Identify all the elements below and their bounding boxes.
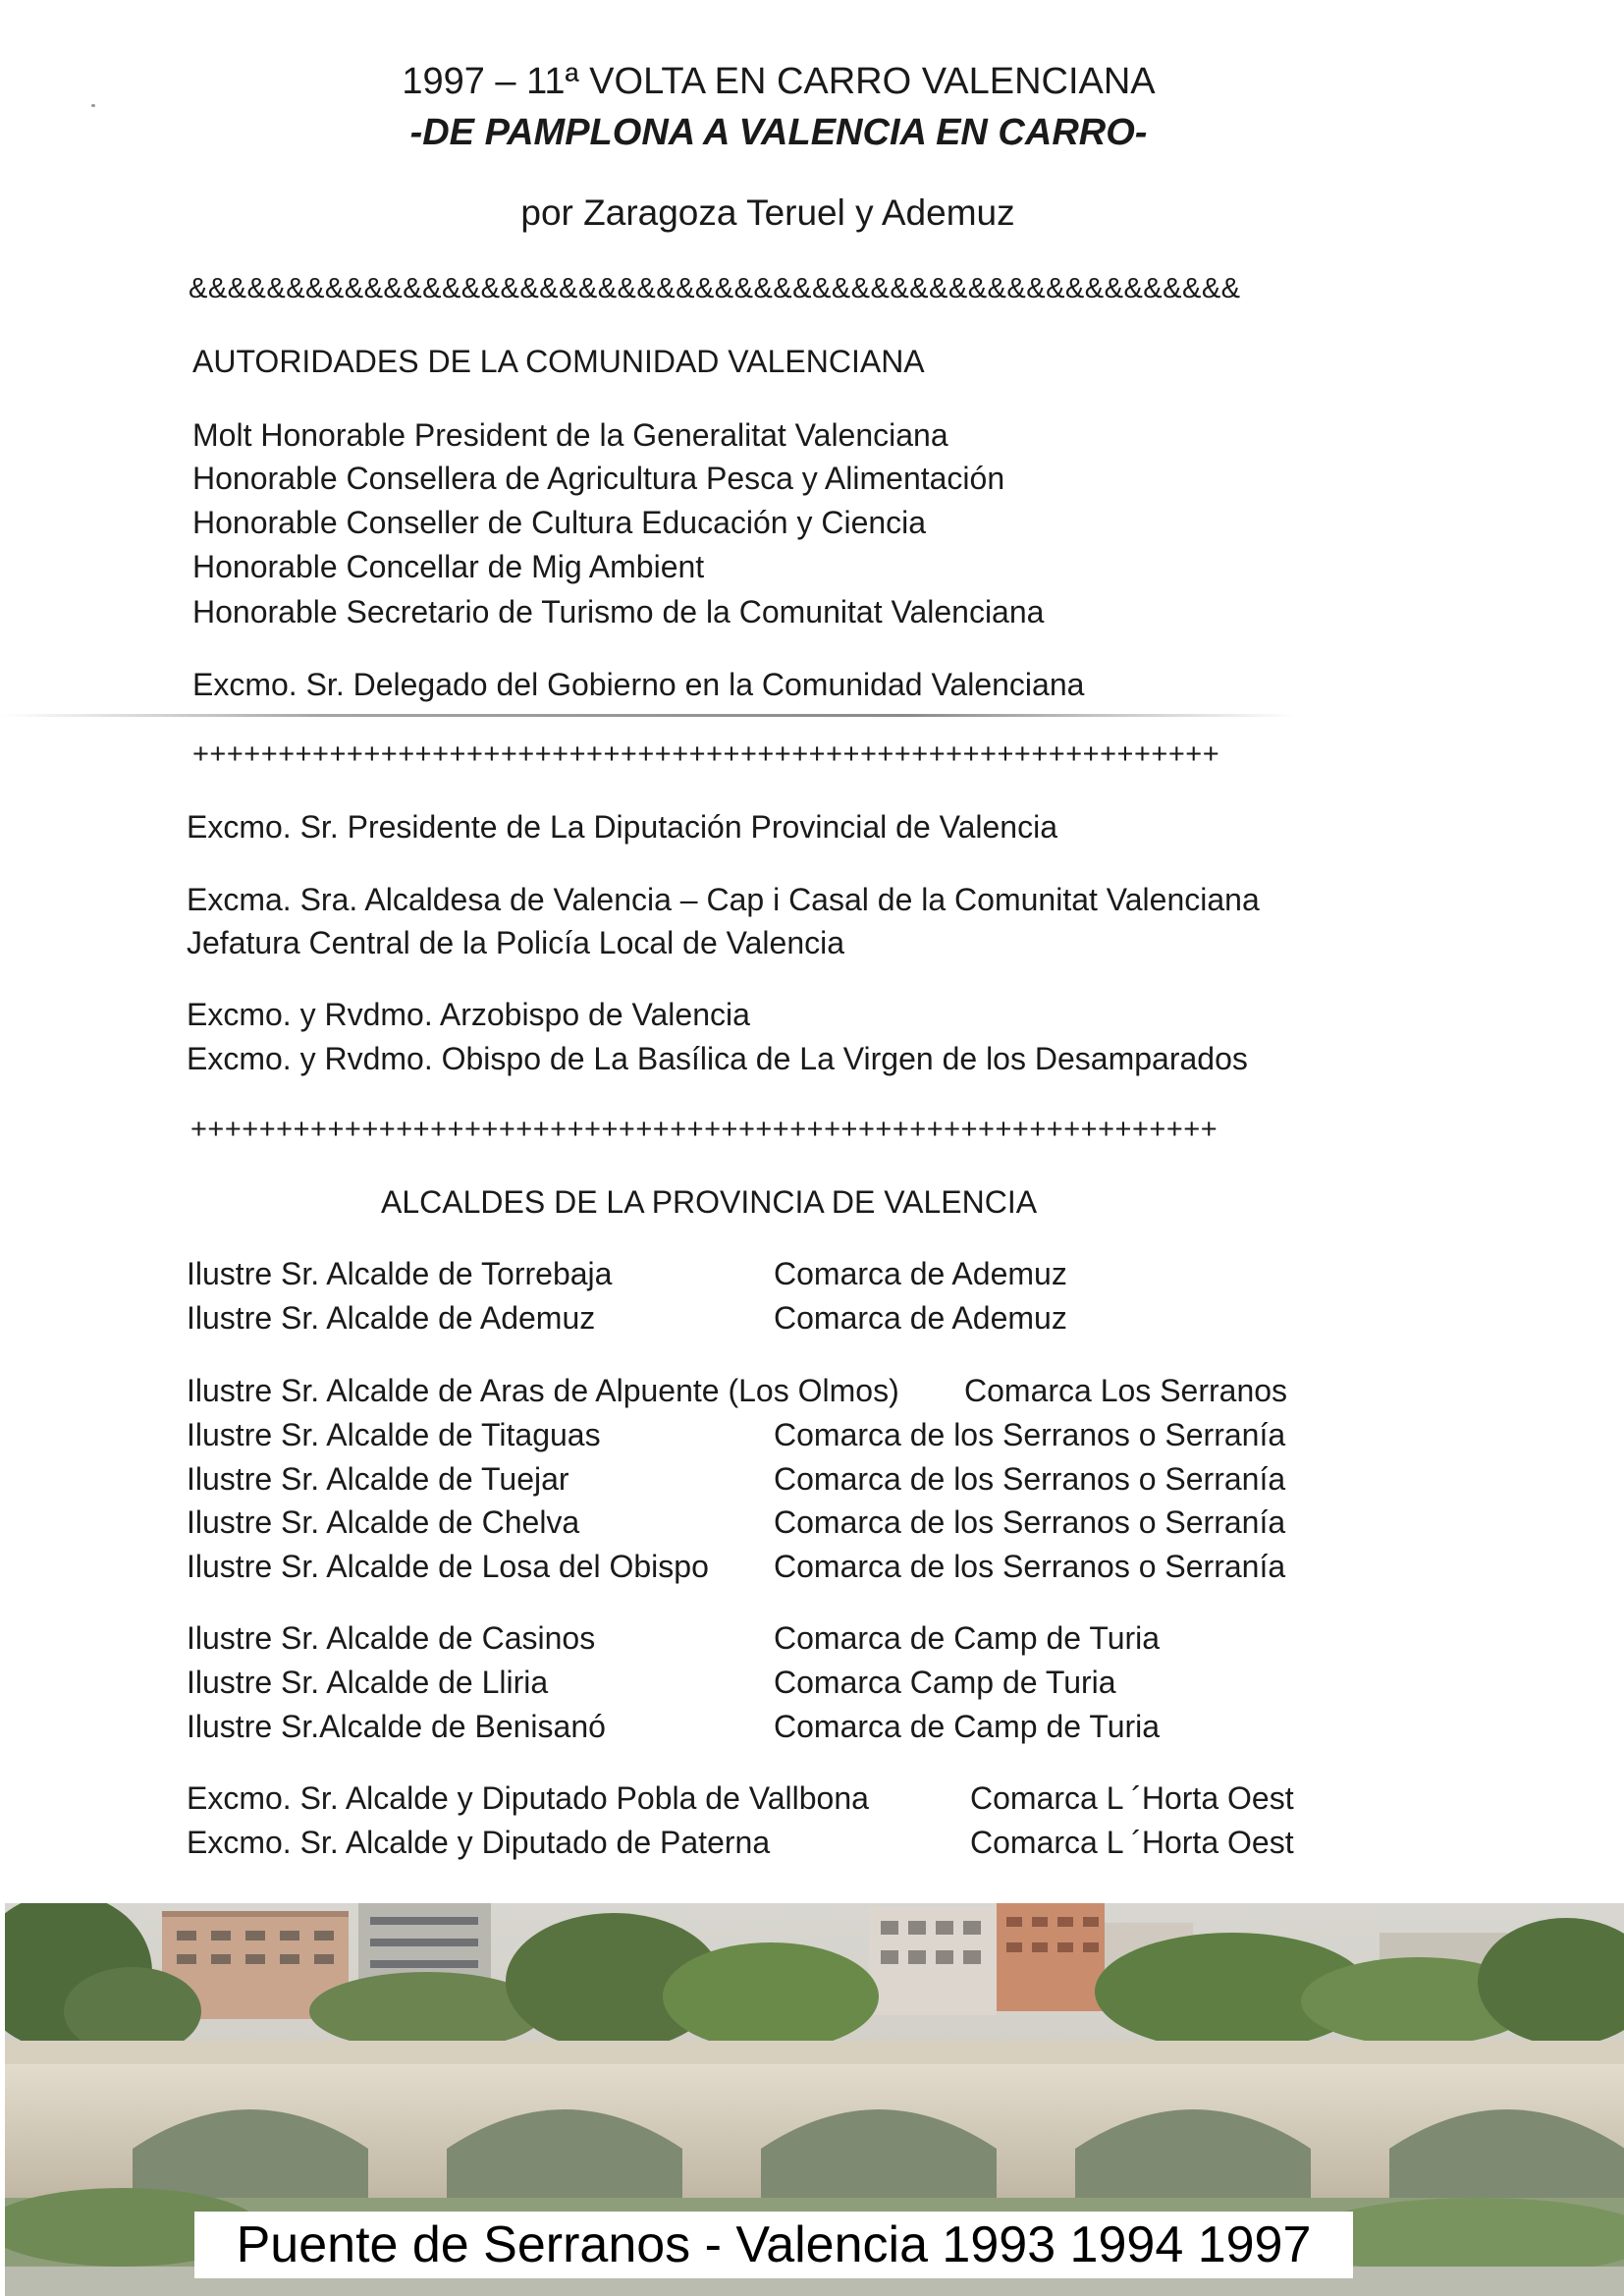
scan-fold-line	[0, 714, 1296, 717]
alcalde-name: Ilustre Sr. Alcalde de Casinos	[187, 1620, 596, 1656]
alcalde-name: Ilustre Sr. Alcalde de Titaguas	[187, 1417, 601, 1452]
alcalde-comarca: Comarca de los Serranos o Serranía	[774, 1461, 1286, 1497]
alcalde-name: Ilustre Sr. Alcalde de Tuejar	[187, 1461, 569, 1497]
alcalde-name: Ilustre Sr. Alcalde de Torrebaja	[187, 1256, 613, 1291]
alcalde-name: Ilustre Sr. Alcalde de Chelva	[187, 1504, 580, 1540]
obispo-line: Excmo. y Rvdmo. Obispo de La Basílica de La Virgen de los Desamparados	[187, 1041, 1248, 1076]
alcalde-comarca: Comarca Camp de Turia	[774, 1665, 1116, 1700]
autoridad-line: Honorable Conseller de Cultura Educación y Ciencia	[192, 505, 927, 540]
autoridad-line: Honorable Secretario de Turismo de la Comunitat Valenciana	[192, 594, 1045, 629]
page-subtitle: -DE PAMPLONA A VALENCIA EN CARRO-	[409, 112, 1148, 153]
photo-caption: Puente de Serranos - Valencia 1993 1994 1997	[194, 2212, 1353, 2278]
bridge-parapet	[5, 2041, 1624, 2064]
alcalde-comarca: Comarca de Camp de Turia	[774, 1709, 1161, 1744]
alcalde-name: Excmo. Sr. Alcalde y Diputado de Paterna	[187, 1825, 771, 1860]
autoridades-heading: AUTORIDADES DE LA COMUNIDAD VALENCIANA	[192, 344, 925, 379]
alcalde-comarca: Comarca Los Serranos	[964, 1373, 1288, 1408]
alcalde-name: Ilustre Sr.Alcalde de Benisanó	[187, 1709, 606, 1744]
presidente-line: Excmo. Sr. Presidente de La Diputación Provincial de Valencia	[187, 809, 1057, 845]
alcalde-name: Ilustre Sr. Alcalde de Losa del Obispo	[187, 1549, 709, 1584]
alcalde-comarca: Comarca de Camp de Turia	[774, 1620, 1161, 1656]
bridge-photo	[5, 1903, 1624, 2296]
alcalde-name: Ilustre Sr. Alcalde de Aras de Alpuente (Los Olmos)	[187, 1373, 899, 1408]
autoridad-line: Honorable Consellera de Agricultura Pesca y Alimentación	[192, 461, 1005, 496]
plus-separator: ++++++++++++++++++++++++++++++++++++++++++++++++++++++++++++	[192, 738, 1220, 770]
autoridad-line: Molt Honorable President de la Generalitat Valenciana	[192, 417, 948, 453]
arzobispo-line: Excmo. y Rvdmo. Arzobispo de Valencia	[187, 997, 750, 1032]
scan-speck	[91, 104, 95, 107]
alcaldesa-line: Excma. Sra. Alcaldesa de Valencia – Cap i Casal de la Comunitat Valenciana	[187, 882, 1260, 917]
alcalde-comarca: Comarca de los Serranos o Serranía	[774, 1417, 1286, 1452]
ampersand-separator: &&&&&&&&&&&&&&&&&&&&&&&&&&&&&&&&&&&&&&&&&&&&&&&&&&&&&&	[189, 273, 1241, 304]
autoridad-line: Honorable Concellar de Mig Ambient	[192, 549, 705, 584]
alcalde-comarca: Comarca de los Serranos o Serranía	[774, 1504, 1286, 1540]
alcalde-name: Ilustre Sr. Alcalde de Ademuz	[187, 1300, 596, 1336]
page-title: 1997 – 11ª VOLTA EN CARRO VALENCIANA	[402, 61, 1156, 102]
alcaldes-heading: ALCALDES DE LA PROVINCIA DE VALENCIA	[381, 1184, 1038, 1220]
alcalde-comarca: Comarca de los Serranos o Serranía	[774, 1549, 1286, 1584]
alcalde-name: Excmo. Sr. Alcalde y Diputado Pobla de Vallbona	[187, 1780, 869, 1816]
policia-line: Jefatura Central de la Policía Local de Valencia	[187, 925, 845, 960]
plus-separator: ++++++++++++++++++++++++++++++++++++++++++++++++++++++++++++	[190, 1114, 1218, 1145]
delegado-line: Excmo. Sr. Delegado del Gobierno en la Comunidad Valenciana	[192, 667, 1085, 702]
route-line: por Zaragoza Teruel y Ademuz	[520, 192, 1015, 233]
alcalde-comarca: Comarca de Ademuz	[774, 1256, 1067, 1291]
alcalde-comarca: Comarca L ´Horta Oest	[970, 1780, 1294, 1816]
alcalde-comarca: Comarca de Ademuz	[774, 1300, 1067, 1336]
alcalde-name: Ilustre Sr. Alcalde de Lliria	[187, 1665, 549, 1700]
alcalde-comarca: Comarca L ´Horta Oest	[970, 1825, 1294, 1860]
